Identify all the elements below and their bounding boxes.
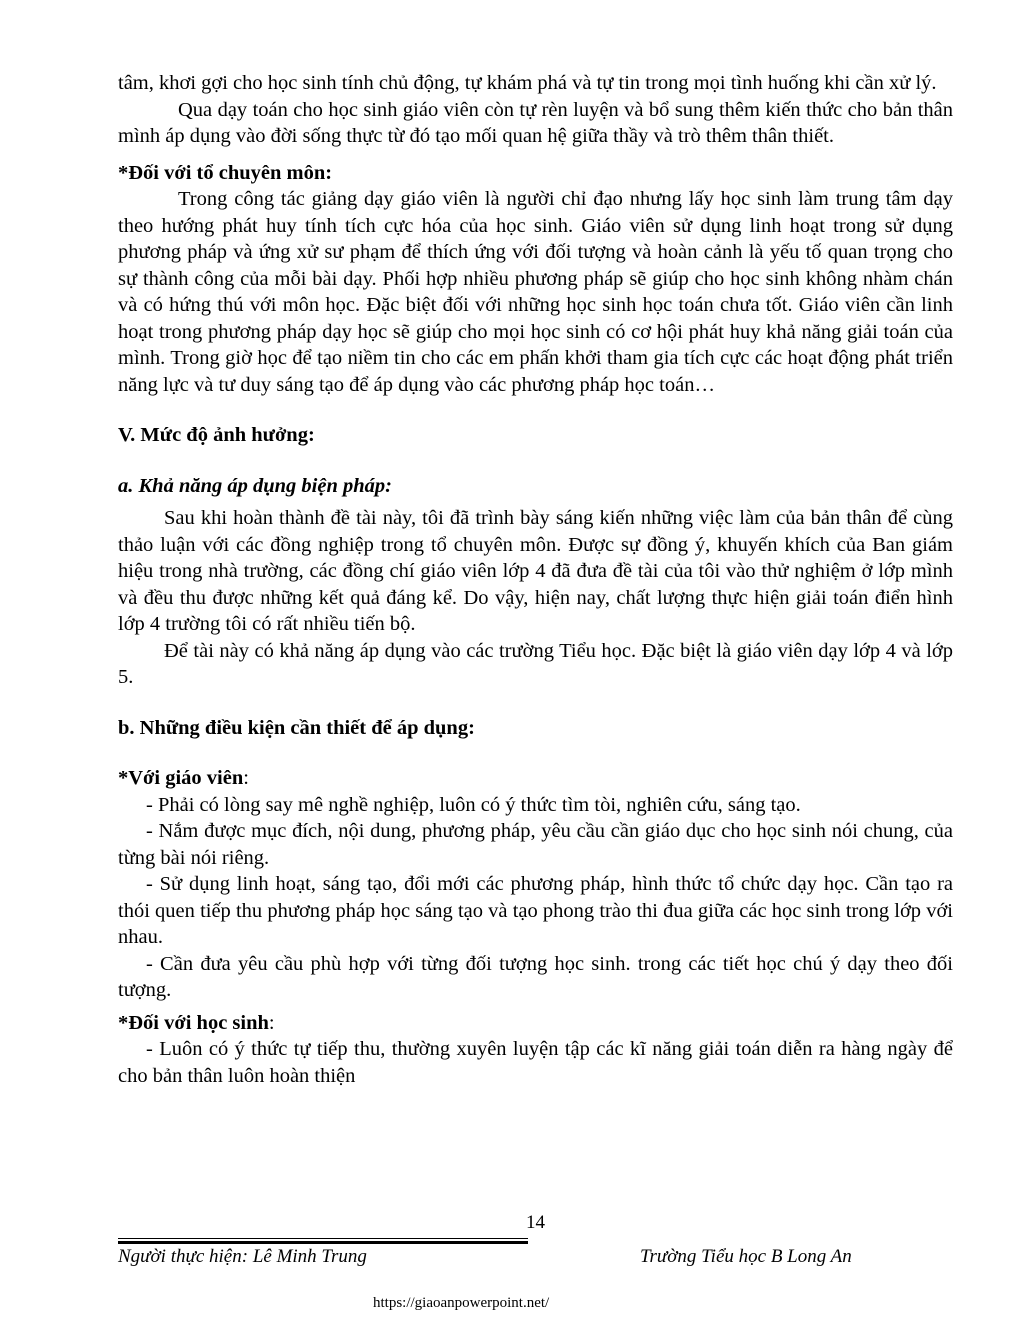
heading-colon: : — [243, 767, 249, 789]
paragraph-continuation: tâm, khơi gợi cho học sinh tính chủ động, tự khám phá và tự tin trong mọi tình huống khi cần xử lý. — [118, 72, 937, 94]
heading-hoc-sinh: *Đối với học sinh — [118, 1011, 269, 1034]
list-item: - Phải có lòng say mê nghề nghiệp, luôn có ý thức tìm tòi, nghiên cứu, sáng tạo. — [146, 793, 801, 816]
list-item: - Sử dụng linh hoạt, sáng tạo, đổi mới các phương pháp, hình thức tổ chức dạy học. Cần tạo ra thói quen tiếp thu phương pháp học sáng tạo và tạo phong trào thi đua giữa các học sinh trong lớp với nhau. — [118, 873, 953, 948]
heading-giao-vien-line — [118, 765, 953, 792]
heading-subsection-b: b. Những điều kiện cần thiết để áp dụng: — [118, 716, 475, 739]
list-item: - Luôn có ý thức tự tiếp thu, thường xuyên luyện tập các kĩ năng giải toán diễn ra hàng ngày để cho bản thân luôn hoàn thiện — [118, 1038, 953, 1087]
footer-url-link[interactable]: https://giaoanpowerpoint.net/ — [373, 1295, 550, 1311]
paragraph-to-chuyen-mon: Trong công tác giảng dạy giáo viên là người chỉ đạo nhưng lấy học sinh làm trung tâm dạy theo hướng phát huy tính tích cực hóa của học sinh. Giáo viên sử dụng linh hoạt trong sử dụng phương pháp và ứng xử sư phạm để thích ứng với đối tượng và hoàn cảnh là yếu tố quan trọng cho sự thành công của mỗi bài dạy. Phối hợp nhiều phương pháp sẽ giúp cho học sinh không nhàm chán và có hứng thú với môn học. Đặc biệt đối với những học sinh học toán chưa tốt. Giáo viên cần linh hoạt trong phương pháp dạy học sẽ giúp cho mọi học sinh có cơ hội phát huy khả năng giải toán của mình. Trong giờ học để tạo niềm tin cho các em phấn khởi tham gia tích cực các hoạt động phát triển năng lực và tư duy sáng tạo để áp dụng vào các phương pháp học toán… — [118, 188, 953, 396]
footer-school: Trường Tiểu học B Long An — [640, 1246, 852, 1267]
heading-to-chuyen-mon: *Đối với tổ chuyên môn: — [118, 161, 333, 184]
page-footer — [118, 1212, 953, 1311]
document-body — [118, 70, 953, 1089]
paragraph-applicability: Sau khi hoàn thành đề tài này, tôi đã trình bày sáng kiến những việc làm của bản thân để cùng thảo luận với các đồng nghiệp trong tổ chuyên môn. Được sự đồng ý, khuyến khích của Ban giám hiệu trong nhà trường, các đồng chí giáo viên lớp 4 đã đưa đề tài của tôi vào thử nghiệm ở lớp mình và đều thu được những kết quả đáng kể. Do vậy, hiện nay, chất lượng thực hiện giải toán điển hình lớp 4 trường tôi có rất nhiều tiến bộ. — [118, 507, 953, 635]
list-item: - Nắm được mục đích, nội dung, phương pháp, yêu cầu cần giáo dục cho học sinh nói chung, của từng bài nói riêng. — [118, 820, 953, 869]
heading-colon: : — [268, 1011, 275, 1034]
heading-giao-vien: *Với giáo viên — [118, 767, 244, 789]
heading-hoc-sinh-line — [118, 1010, 953, 1037]
heading-section-v: V. Mức độ ảnh hưởng: — [118, 424, 315, 446]
heading-subsection-a: a. Khả năng áp dụng biện pháp: — [118, 474, 392, 497]
list-item: - Cần đưa yêu cầu phù hợp với từng đối tượng học sinh. trong các tiết học chú ý dạy theo đối tượng. — [118, 952, 953, 1001]
page-number: 14 — [526, 1212, 545, 1233]
paragraph-scope: Để tài này có khả năng áp dụng vào các trường Tiểu học. Đặc biệt là giáo viên dạy lớp 4 và lớp 5. — [118, 639, 953, 688]
footer-author: Người thực hiện: Lê Minh Trung — [118, 1246, 367, 1267]
footer-rule — [118, 1238, 528, 1244]
paragraph-teacher-self-improvement: Qua dạy toán cho học sinh giáo viên còn tự rèn luyện và bổ sung thêm kiến thức cho bản thân mình áp dụng vào đời sống thực từ đó tạo mối quan hệ giữa thầy và trò thêm thân thiết. — [118, 98, 953, 147]
